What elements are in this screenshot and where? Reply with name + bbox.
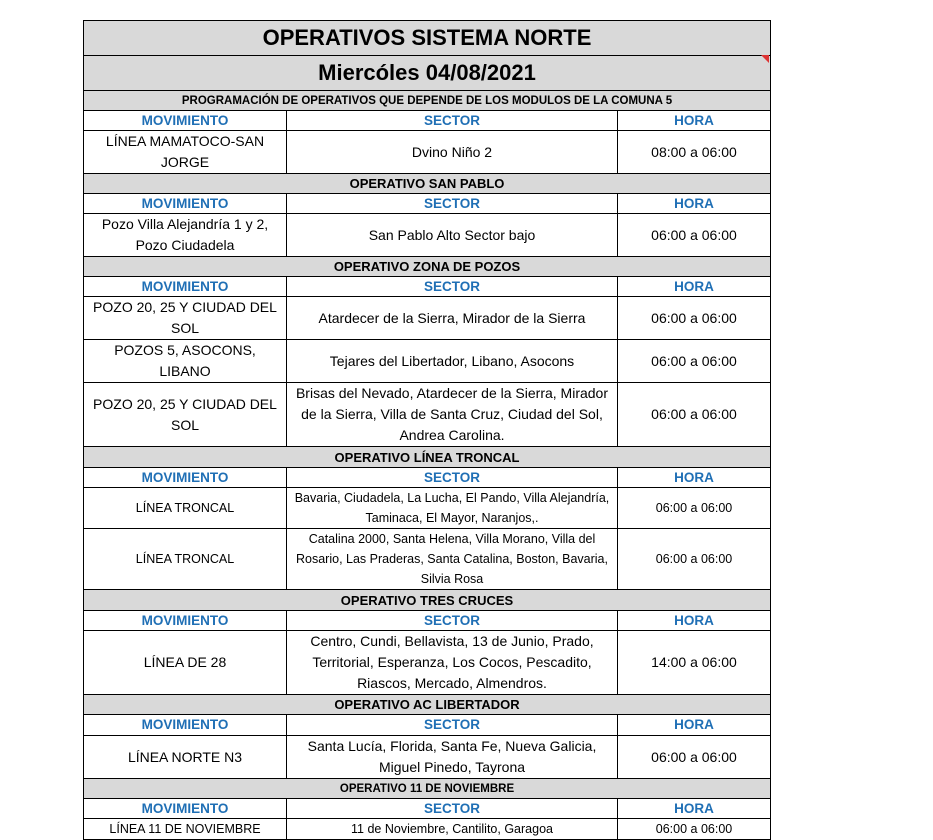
movimiento-cell: LÍNEA TRONCAL [84,488,287,529]
section-title: OPERATIVO AC LIBERTADOR [84,695,771,715]
movimiento-cell: LÍNEA TRONCAL [84,529,287,590]
column-header-row [84,277,771,297]
sector-cell: Catalina 2000, Santa Helena, Villa Morano, Villa del Rosario, Las Praderas, Santa Catalina, Boston, Bavaria, Silvia Rosa [287,529,618,590]
table-row [84,214,771,257]
hora-cell: 06:00 a 06:00 [618,383,771,447]
column-header-row [84,111,771,131]
comment-marker-icon [761,55,769,63]
column-header-row [84,611,771,631]
section-title: OPERATIVO SAN PABLO [84,174,771,194]
header-hora: HORA [618,468,771,488]
operativos-table [83,20,771,840]
movimiento-cell: LÍNEA NORTE N3 [84,736,287,779]
hora-cell: 06:00 a 06:00 [618,488,771,529]
table-row [84,631,771,695]
header-movimiento: MOVIMIENTO [84,194,287,214]
movimiento-cell: LÍNEA MAMATOCO-SAN JORGE [84,131,287,174]
movimiento-cell: POZO 20, 25 Y CIUDAD DEL SOL [84,383,287,447]
sector-cell: Santa Lucía, Florida, Santa Fe, Nueva Galicia, Miguel Pinedo, Tayrona [287,736,618,779]
hora-cell: 06:00 a 06:00 [618,340,771,383]
header-movimiento: MOVIMIENTO [84,715,287,736]
header-hora: HORA [618,111,771,131]
table-row [84,736,771,779]
header-hora: HORA [618,799,771,819]
page-title: OPERATIVOS SISTEMA NORTE [84,21,771,56]
header-sector: SECTOR [287,194,618,214]
hora-cell: 06:00 a 06:00 [618,214,771,257]
header-sector: SECTOR [287,715,618,736]
sector-cell: Centro, Cundi, Bellavista, 13 de Junio, Prado, Territorial, Esperanza, Los Cocos, Pescadito, Riascos, Mercado, Almendros. [287,631,618,695]
header-hora: HORA [618,194,771,214]
sector-cell: 11 de Noviembre, Cantilito, Garagoa [287,819,618,840]
header-movimiento: MOVIMIENTO [84,468,287,488]
sector-cell: Brisas del Nevado, Atardecer de la Sierra, Mirador de la Sierra, Villa de Santa Cruz, Ciudad del Sol, Andrea Carolina. [287,383,618,447]
column-header-row [84,194,771,214]
section-title: OPERATIVO 11 DE NOVIEMBRE [84,779,771,799]
section-title: OPERATIVO TRES CRUCES [84,590,771,611]
header-hora: HORA [618,611,771,631]
sector-cell: Atardecer de la Sierra, Mirador de la Sierra [287,297,618,340]
table-row [84,340,771,383]
hora-cell: 14:00 a 06:00 [618,631,771,695]
header-movimiento: MOVIMIENTO [84,111,287,131]
sector-cell: Dvino Niño 2 [287,131,618,174]
section-title: OPERATIVO LÍNEA TRONCAL [84,447,771,468]
header-sector: SECTOR [287,111,618,131]
hora-cell: 06:00 a 06:00 [618,736,771,779]
table-row [84,297,771,340]
table-row [84,529,771,590]
column-header-row [84,799,771,819]
header-movimiento: MOVIMIENTO [84,611,287,631]
header-hora: HORA [618,277,771,297]
sector-cell: Bavaria, Ciudadela, La Lucha, El Pando, Villa Alejandría, Taminaca, El Mayor, Naranjos,. [287,488,618,529]
hora-cell: 06:00 a 06:00 [618,297,771,340]
header-hora: HORA [618,715,771,736]
hora-cell: 08:00 a 06:00 [618,131,771,174]
movimiento-cell: LÍNEA DE 28 [84,631,287,695]
section-title: OPERATIVO ZONA DE POZOS [84,257,771,277]
table-row [84,131,771,174]
table-row [84,488,771,529]
header-sector: SECTOR [287,611,618,631]
table-row [84,819,771,840]
movimiento-cell: POZOS 5, ASOCONS, LIBANO [84,340,287,383]
table-row [84,383,771,447]
header-sector: SECTOR [287,277,618,297]
schedule-date: Miercóles 04/08/2021 [84,56,771,91]
movimiento-cell: LÍNEA 11 DE NOVIEMBRE [84,819,287,840]
header-sector: SECTOR [287,799,618,819]
hora-cell: 06:00 a 06:00 [618,819,771,840]
column-header-row [84,715,771,736]
hora-cell: 06:00 a 06:00 [618,529,771,590]
schedule-subtitle: PROGRAMACIÓN DE OPERATIVOS QUE DEPENDE DE LOS MODULOS DE LA COMUNA 5 [84,91,771,111]
movimiento-cell: Pozo Villa Alejandría 1 y 2, Pozo Ciudadela [84,214,287,257]
header-sector: SECTOR [287,468,618,488]
column-header-row [84,468,771,488]
header-movimiento: MOVIMIENTO [84,277,287,297]
header-movimiento: MOVIMIENTO [84,799,287,819]
sector-cell: San Pablo Alto Sector bajo [287,214,618,257]
sector-cell: Tejares del Libertador, Libano, Asocons [287,340,618,383]
movimiento-cell: POZO 20, 25 Y CIUDAD DEL SOL [84,297,287,340]
